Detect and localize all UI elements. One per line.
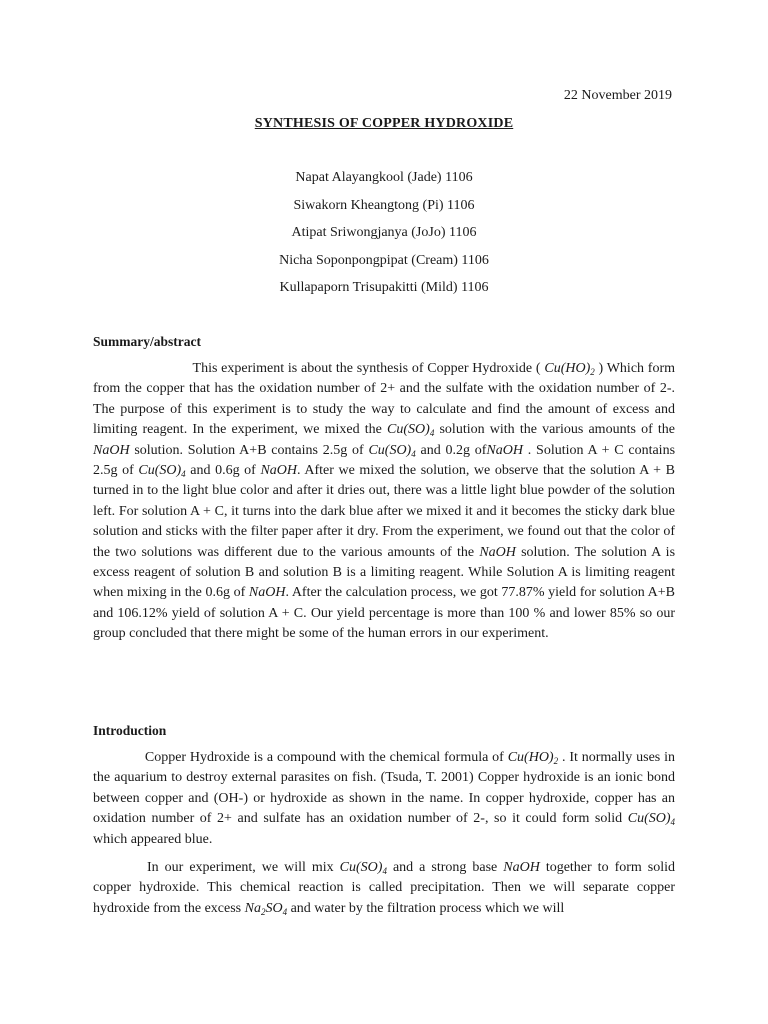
document-title: SYNTHESIS OF COPPER HYDROXIDE bbox=[254, 116, 514, 131]
author-name: Napat Alayangkool (Jade) 1106 bbox=[295, 170, 473, 185]
chemical-formula: $Cu(HO)_2$ bbox=[544, 361, 595, 377]
author-list bbox=[0, 169, 768, 307]
summary-heading: Summary/abstract bbox=[93, 334, 201, 349]
introduction-text: together to form solid copper hydroxide. This chemical reaction is called precipitation. Then we will separate copper hydroxide from the excess bbox=[93, 860, 676, 916]
introduction-paragraph bbox=[93, 858, 675, 919]
summary-text: . Solution A + C contains 2.5g of bbox=[93, 442, 676, 479]
author-name: Atipat Sriwongjanya (JoJo) 1106 bbox=[291, 225, 477, 240]
chemical-formula: NaOH bbox=[260, 463, 298, 479]
introduction-text: In our experiment, we will mix bbox=[147, 860, 334, 875]
chemical-formula: $Cu(SO)_4$ bbox=[627, 811, 676, 828]
chemical-formula: NaOH bbox=[503, 860, 540, 875]
introduction-heading: Introduction bbox=[93, 723, 167, 738]
summary-text: . After we mixed the solution, we observe that the solution A + B turned in to the light blue color and after it dries out, there was a little light blue powder of the solution left. For solution A + C, it turns into the dark blue after we mixed it and it becomes the sticky dark blue solution and sticks with the filter paper after it dry. From the experiment, we found out that the color of the two solutions was different due to the various amounts of the bbox=[93, 463, 675, 560]
summary-text: solution with the various amounts of the bbox=[439, 422, 676, 438]
summary-paragraph bbox=[93, 359, 675, 645]
summary-text: and 0.6g of bbox=[190, 463, 256, 479]
introduction-text: and a strong base bbox=[392, 860, 498, 875]
summary-text: Which form from the copper that has the oxidation number of 2+ and the sulfate with the oxidation number of 2-. The purpose of this experiment is to study the way to calculate and find the amount of excess and limiting reagent. In the experiment, we mixed the bbox=[93, 361, 676, 438]
author-name: Siwakorn Kheangtong (Pi) 1106 bbox=[293, 197, 475, 213]
introduction-text: which appeared blue. bbox=[93, 831, 213, 847]
summary-text: and 0.2g of bbox=[420, 442, 487, 458]
introduction-paragraph bbox=[93, 748, 675, 850]
introduction-text: and water by the filtration process which we will bbox=[290, 900, 565, 916]
document-date: 22 November 2019 bbox=[563, 88, 672, 103]
chemical-formula: $Cu(SO)_4$ bbox=[368, 442, 416, 459]
chemical-formula: NaOH bbox=[479, 544, 516, 560]
summary-text: solution. The solution A is excess reagent of solution B and solution B is a limiting reagent. While Solution A is limiting reagent when mixing in the 0.6g of bbox=[93, 544, 676, 601]
introduction-text: Copper Hydroxide is a compound with the chemical formula of bbox=[144, 750, 504, 765]
chemical-formula: $Cu(HO)_2$ bbox=[507, 750, 559, 766]
chemical-formula: $Cu(SO)_4$ bbox=[387, 422, 435, 439]
chemical-formula: $Cu(SO)_4$ bbox=[138, 463, 186, 480]
summary-text: solution. Solution A+B contains 2.5g of bbox=[134, 442, 364, 458]
chemical-formula: NaOH bbox=[248, 585, 286, 601]
summary-text: . After the calculation process, we got 77.87% yield for solution A+B and 106.12% yield of solution A + C. Our yield percentage is more than 100 % and lower 85% so our group concluded that there might be some of the human errors in our experiment. bbox=[93, 585, 675, 642]
summary-text: ) bbox=[598, 361, 604, 376]
chemical-formula: NaOH bbox=[93, 442, 130, 458]
introduction-text: . It normally uses in the aquarium to destroy external parasites on fish. (Tsuda, T. 2001) Copper hydroxide is an ionic bond between copper and (OH-) or hydroxide as shown in the name. In copper hydroxide, copper has an oxidation number of 2+ and sulfate has an oxidation number of 2-, so it could form solid bbox=[93, 750, 675, 827]
chemical-formula: $Cu(SO)_4$ bbox=[339, 860, 387, 876]
summary-text: This experiment is about the synthesis of Copper Hydroxide ( bbox=[192, 361, 541, 376]
chemical-formula: NaOH bbox=[486, 442, 523, 458]
author-name: Kullapaporn Trisupakitti (Mild) 1106 bbox=[279, 280, 489, 295]
author-name: Nicha Soponpongpipat (Cream) 1106 bbox=[279, 252, 489, 268]
chemical-formula: $Na_2SO_4$ bbox=[244, 900, 288, 917]
